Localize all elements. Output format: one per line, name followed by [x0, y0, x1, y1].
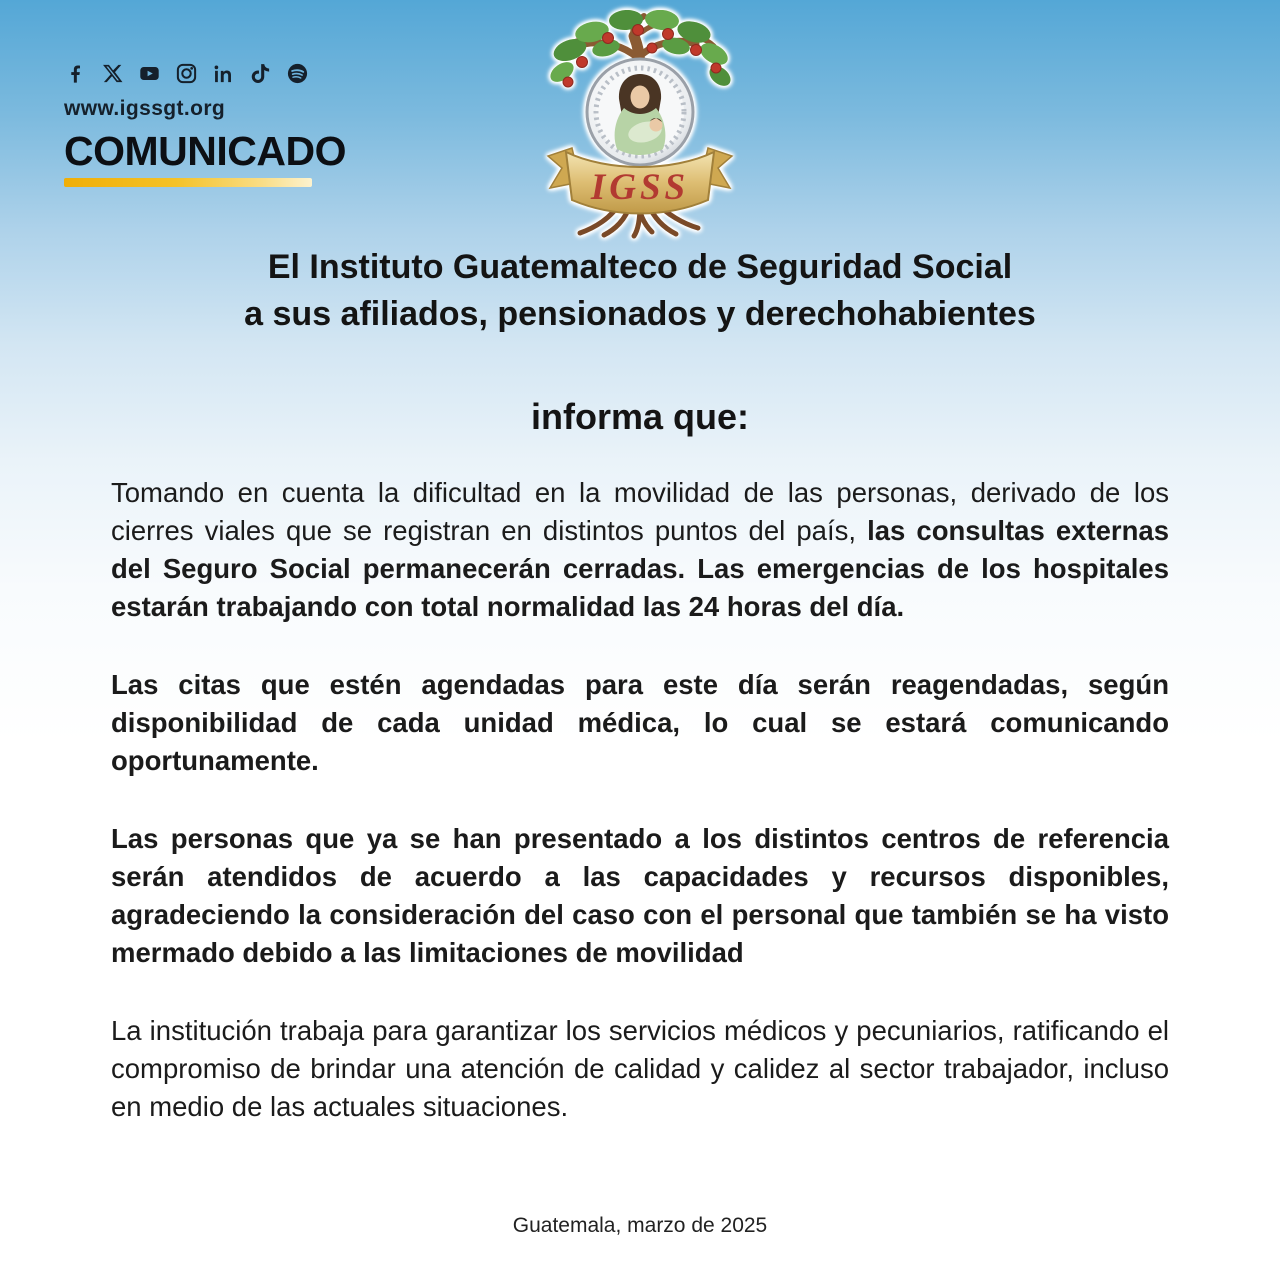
- igss-logo: [542, 10, 738, 240]
- x-icon: [101, 62, 124, 85]
- facebook-icon: [64, 62, 87, 85]
- heading-line-2: a sus afiliados, pensionados y derechohabientes: [244, 295, 1036, 333]
- paragraph-3: [111, 820, 1169, 972]
- paragraph-4: [111, 1012, 1169, 1126]
- youtube-icon: [138, 62, 161, 85]
- paragraph-4-regular: La institución trabaja para garantizar los servicios médicos y pecuniarios, ratificando el compromiso de brindar una atención de calidad y calidez al sector trabajador, incluso en medio de las actuales situaciones.: [111, 1015, 1169, 1122]
- paragraph-1: [111, 474, 1169, 626]
- paragraph-2: [111, 666, 1169, 780]
- paragraph-2-bold: Las citas que estén agendadas para este día serán reagendadas, según disponibilidad de cada unidad médica, lo cual se estará comunicando oportunamente.: [111, 669, 1169, 776]
- linkedin-icon: [212, 62, 235, 85]
- main-content: [0, 244, 1280, 1126]
- body-paragraphs: [111, 474, 1169, 1126]
- date-line: Guatemala, marzo de 2025: [512, 1214, 768, 1237]
- page-title: COMUNICADO: [64, 128, 346, 174]
- subheading: informa que:: [530, 396, 749, 437]
- logo-banner-label: IGSS: [590, 167, 690, 208]
- logo-medallion: [587, 59, 693, 165]
- title-underline: [64, 178, 312, 187]
- paragraph-1-regular: Tomando en cuenta la dificultad en la movilidad de las personas, derivado de los cierres viales que se registran en distintos puntos del país,: [111, 477, 1169, 546]
- website-url: www.igssgt.org: [64, 97, 226, 120]
- tiktok-icon: [249, 62, 272, 85]
- header-block: [64, 60, 346, 187]
- instagram-icon: [175, 62, 198, 85]
- spotify-icon: [286, 62, 309, 85]
- paragraph-1-bold: las consultas externas del Seguro Social permanecerán cerradas. Las emergencias de los hospitales estarán trabajando con total normalidad las 24 horas del día.: [111, 515, 1169, 622]
- main-heading: [0, 244, 1280, 338]
- heading-line-1: El Instituto Guatemalteco de Seguridad Social: [267, 248, 1013, 286]
- paragraph-3-bold: Las personas que ya se han presentado a los distintos centros de referencia serán atendidos de acuerdo a las capacidades y recursos disponibles, agradeciendo la consideración del caso con el personal que también se ha visto mermado debido a las limitaciones de movilidad: [111, 823, 1169, 968]
- social-icons-row: [64, 60, 346, 86]
- igss-logo-graphic: [542, 10, 738, 240]
